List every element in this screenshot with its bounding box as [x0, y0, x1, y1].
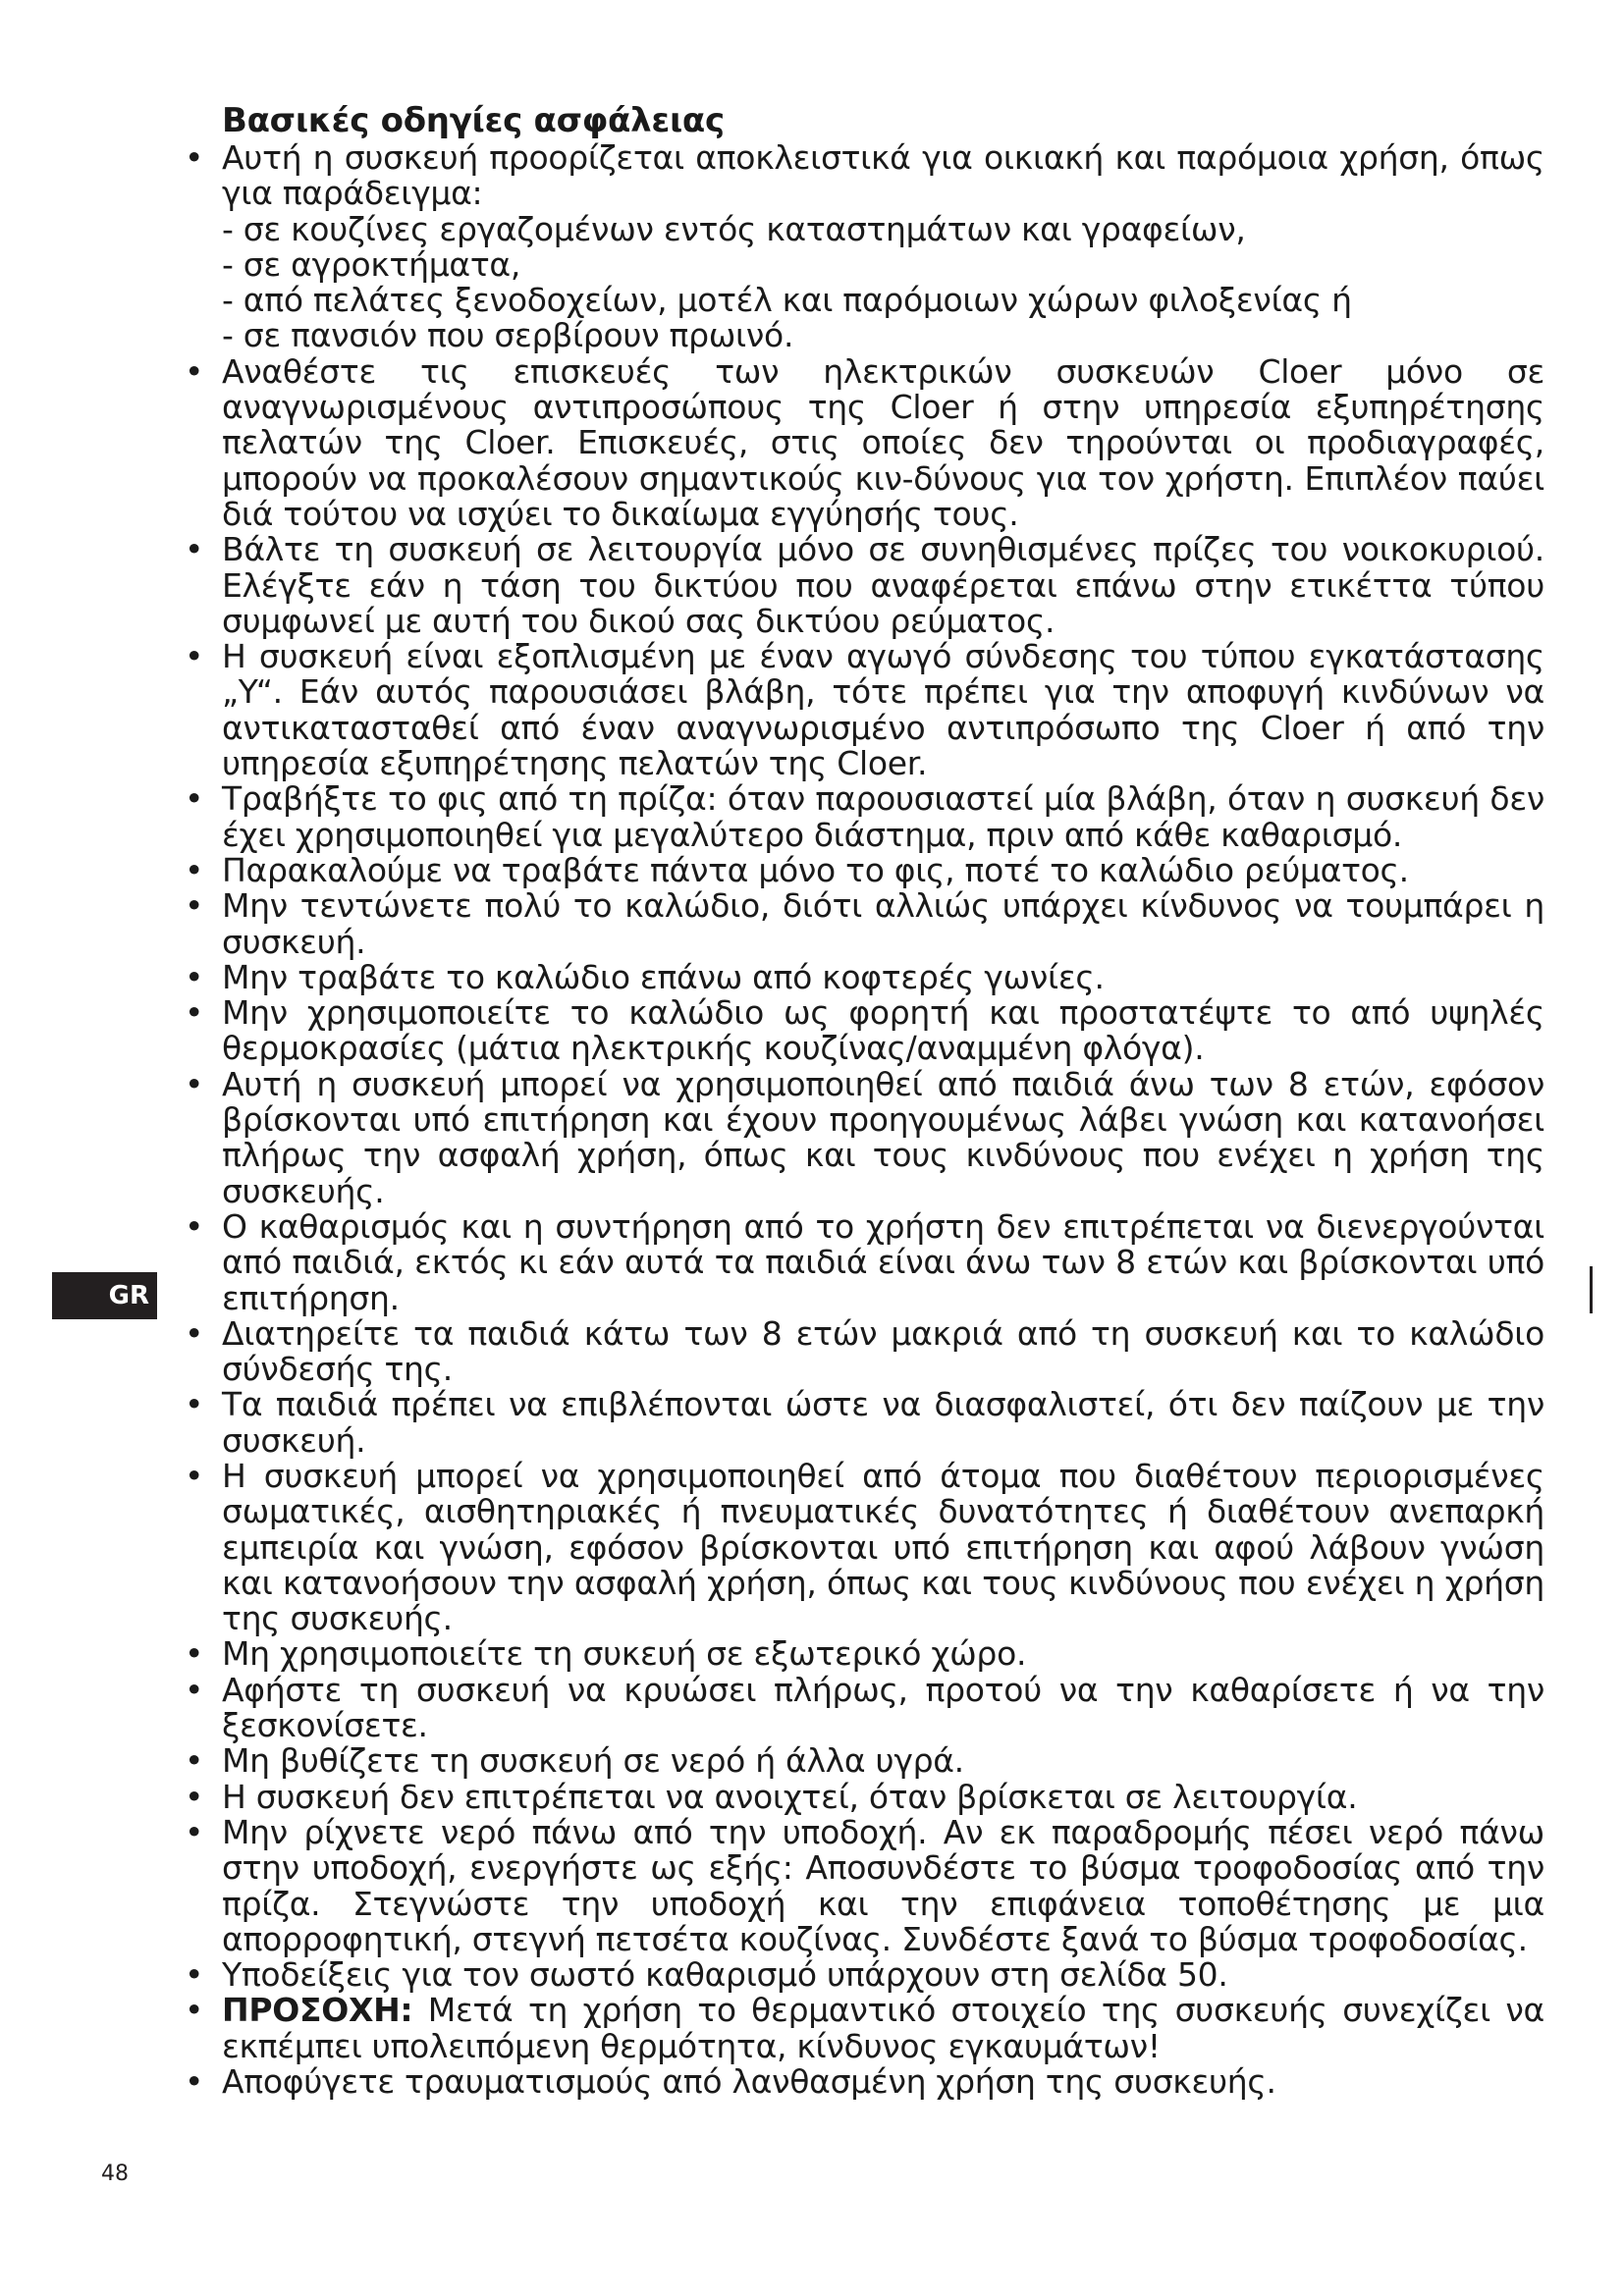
list-item-text: Αναθέστε τις επισκευές των ηλεκτρικών συσκευών Cloer μόνο σε αναγνωρισμένους αντιπροσώπους της Cloer ή στην υπηρεσία εξυπηρέτησης πελατών της Cloer. Επισκευές, στις οποίες δεν τηρούνται οι προδιαγραφές, μπορούν να προκαλέσουν σημαντικούς κιν-δύνους για τον χρήστη. Επιπλέον παύει διά τούτου να ισχύει το δικαίωμα εγγύησής τους. — [222, 351, 1544, 533]
bullet-icon: • — [185, 138, 204, 177]
list-item — [185, 1206, 1544, 1317]
bullet-icon: • — [185, 1206, 204, 1246]
list-item — [185, 1993, 1544, 2064]
warning-label: ΠΡΟΣΟΧΗ: — [222, 1991, 413, 2030]
list-item-text: Παρακαλούμε να τραβάτε πάντα μόνο το φις, ποτέ το καλώδιο ρεύματος. — [222, 850, 1409, 889]
bullet-icon: • — [185, 637, 204, 676]
list-item — [185, 781, 1544, 853]
list-item — [185, 1777, 1544, 1816]
bullet-icon: • — [185, 1812, 204, 1851]
bullet-icon: • — [185, 1313, 204, 1353]
list-item-text: Ο καθαρισμός και η συντήρηση από το χρήστη δεν επιτρέπεται να διενεργούνται από παιδιά, εκτός κι εάν αυτά τα παιδιά είναι άνω των 8 ετών και βρίσκονται υπό επιτήρηση. — [222, 1206, 1544, 1317]
list-item-text: Η συσκευή μπορεί να χρησιμοποιηθεί από άτομα που διαθέτουν περιορισμένες σωματικές, αισθητηριακές ή πνευματικές δυνατότητες ή διαθέτουν ανεπαρκή εμπειρία και γνώση, εφόσον βρίσκονται υπό επιτήρηση και αφού λάβουν γνώση και κατανοήσουν την ασφαλή χρήση, όπως και τους κινδύνους που ενέχει η χρήση της συσκευής. — [222, 1456, 1544, 1638]
bullet-icon: • — [185, 1991, 204, 2030]
bullet-icon: • — [185, 1741, 204, 1781]
list-item-text: Μην τεντώνετε πολύ το καλώδιο, διότι αλλιώς υπάρχει κίνδυνος να τουμπάρει η συσκευή. — [222, 886, 1544, 961]
list-item — [185, 1670, 1544, 1745]
list-item — [185, 1313, 1544, 1389]
list-item-text: Τα παιδιά πρέπει να επιβλέπονται ώστε να διασφαλιστεί, ότι δεν παίζουν με την συσκευή. — [222, 1385, 1544, 1460]
list-item-text — [222, 1993, 1544, 2064]
list-item — [185, 1387, 1544, 1459]
bullet-icon: • — [185, 779, 204, 819]
language-tab: GR — [52, 1272, 157, 1319]
list-item-text: Υποδείξεις για τον σωστό καθαρισμό υπάρχουν στη σελίδα 50. — [222, 1955, 1228, 1995]
list-item-text: Μη χρησιμοποιείτε τη συκευή σε εξωτερικό χώρο. — [222, 1634, 1027, 1674]
bullet-icon: • — [185, 993, 204, 1033]
bullet-icon: • — [185, 850, 204, 889]
list-item-text: Η συσκευή δεν επιτρέπεται να ανοιχτεί, όταν βρίσκεται σε λειτουργία. — [222, 1777, 1358, 1816]
bullet-icon: • — [185, 351, 204, 391]
list-item — [185, 1064, 1544, 1210]
list-item-text: Μην τραβάτε το καλώδιο επάνω από κοφτερές γωνίες. — [222, 957, 1105, 996]
list-item-text: Η συσκευή είναι εξοπλισμένη με έναν αγωγό σύνδεσης του τύπου εγκατάστασης „Y“. Εάν αυτός παρουσιάσει βλάβη, τότε πρέπει για την αποφυγή κινδύνων να αντικατασταθεί από έναν αναγνωρισμένο αντιπρόσωπο της Cloer ή από την υπηρεσία εξυπηρέτησης πελατών της Cloer. — [222, 637, 1544, 783]
list-item — [185, 1957, 1544, 1993]
list-item — [185, 850, 1544, 889]
warning-text: Μετά τη χρήση το θερμαντικό στοιχείο της συσκευής συνεχίζει να εκπέμπει υπολειπόμενη θερμότητα, κίνδυνος εγκαυμάτων! — [222, 1991, 1544, 2065]
list-item-text: Αφήστε τη συσκευή να κρυώσει πλήρως, προτού να την καθαρίσετε ή να την ξεσκονίσετε. — [222, 1670, 1544, 1745]
list-item — [185, 888, 1544, 960]
list-item-text: Αυτή η συσκευή μπορεί να χρησιμοποιηθεί από παιδιά άνω των 8 ετών, εφόσον βρίσκονται υπό επιτήρηση και έχουν προηγουμένως λάβει γνώση και κατανοήσει πλήρως την ασφαλή χρήση, όπως και τους κινδύνους που ενέχει η χρήση της συσκευής. — [222, 1064, 1544, 1210]
bullet-icon: • — [185, 1955, 204, 1995]
list-item — [185, 995, 1544, 1067]
list-item — [185, 140, 1544, 354]
margin-marker — [1590, 1266, 1593, 1313]
bullet-icon: • — [185, 1634, 204, 1674]
list-item-text: Αυτή η συσκευή προορίζεται αποκλειστικά για οικιακή και παρόμοια χρήση, όπως για παράδειγμα: - σε κουζίνες εργαζομένων εντός καταστημάτων και γραφείων, - σε αγροκτήματα, - από πελάτες ξενοδοχείων, μοτέλ και παρόμοιων χώρων φιλοξενίας ή - σε πανσιόν που σερβίρουν πρωινό. — [222, 138, 1544, 355]
page-number: 48 — [101, 2162, 129, 2186]
bullet-icon: • — [185, 530, 204, 569]
list-item — [185, 1812, 1544, 1958]
list-item — [185, 957, 1544, 996]
bullet-icon: • — [185, 1670, 204, 1709]
safety-instructions-list — [185, 140, 1544, 2100]
list-item — [185, 351, 1544, 533]
page-title: Βασικές οδηγίες ασφάλειας — [222, 101, 725, 140]
bullet-icon: • — [185, 886, 204, 926]
bullet-icon: • — [185, 957, 204, 996]
list-item — [185, 532, 1544, 639]
list-item-text: Αποφύγετε τραυματισμούς από λανθασμένη χρήση της συσκευής. — [222, 2062, 1276, 2102]
bullet-icon: • — [185, 1777, 204, 1816]
list-item-text: Μην χρησιμοποιείτε το καλώδιο ως φορητή και προστατέψτε το από υψηλές θερμοκρασίες (μάτια ηλεκτρικής κουζίνας/αναμμένη φλόγα). — [222, 993, 1544, 1068]
list-item — [185, 2064, 1544, 2100]
list-item-text: Τραβήξτε το φις από τη πρίζα: όταν παρουσιαστεί μία βλάβη, όταν η συσκευή δεν έχει χρησιμοποιηθεί για μεγαλύτερο διάστημα, πριν από κάθε καθαρισμό. — [222, 779, 1544, 854]
list-item-text: Βάλτε τη συσκευή σε λειτουργία μόνο σε συνηθισμένες πρίζες του νοικοκυριού. Ελέγξτε εάν η τάση του δικτύου που αναφέρεται επάνω στην ετικέττα τύπου συμφωνεί με αυτή του δικού σας δικτύου ρεύματος. — [222, 530, 1544, 640]
list-item — [185, 1456, 1544, 1638]
list-item-text: Διατηρείτε τα παιδιά κάτω των 8 ετών μακριά από τη συσκευή και το καλώδιο σύνδεσής της. — [222, 1313, 1544, 1389]
list-item — [185, 1743, 1544, 1779]
list-item-text: Μην ρίχνετε νερό πάνω από την υποδοχή. Αν εκ παραδρομής πέσει νερό πάνω στην υποδοχή, ενεργήστε ως εξής: Αποσυνδέστε το βύσμα τροφοδοσίας από την πρίζα. Στεγνώστε την υποδοχή και την επιφάνεια τοποθέτησης με μια απορροφητική, στεγνή πετσέτα κουζίνας. Συνδέστε ξανά το βύσμα τροφοδοσίας. — [222, 1812, 1544, 1958]
list-item — [185, 1636, 1544, 1672]
bullet-icon: • — [185, 1064, 204, 1103]
bullet-icon: • — [185, 1385, 204, 1424]
bullet-icon: • — [185, 2062, 204, 2102]
list-item-text: Μη βυθίζετε τη συσκευή σε νερό ή άλλα υγρά. — [222, 1741, 964, 1781]
list-item — [185, 639, 1544, 781]
bullet-icon: • — [185, 1456, 204, 1495]
